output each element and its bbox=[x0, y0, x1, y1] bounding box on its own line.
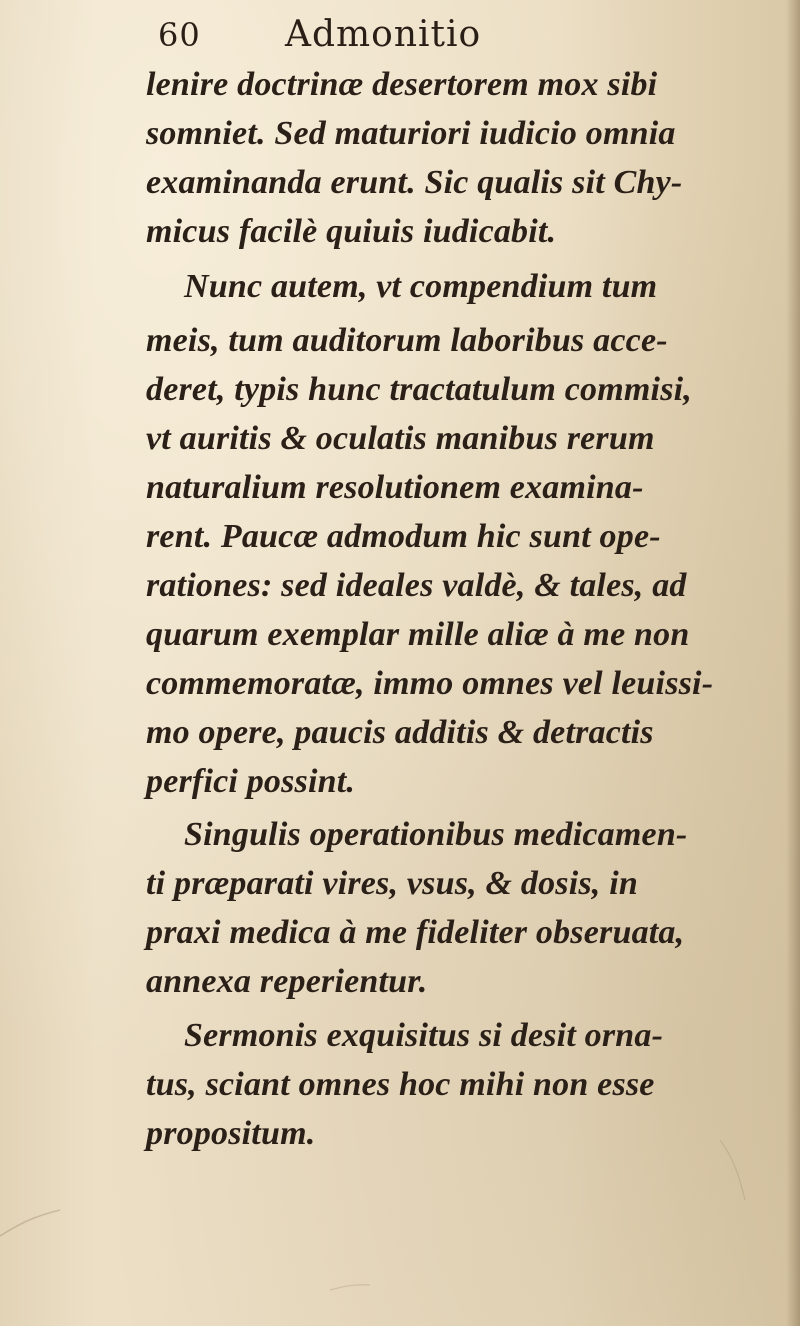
text-line: commemoratæ, immo omnes vel leuissi- bbox=[146, 665, 714, 702]
text-line: Nunc autem, vt compendium tum bbox=[184, 268, 658, 305]
text-line: somniet. Sed maturiori iudicio omnia bbox=[146, 115, 676, 152]
page-header bbox=[150, 14, 710, 60]
text-line: Singulis operationibus medicamen- bbox=[184, 816, 688, 853]
text-line: mo opere, paucis additis & detractis bbox=[146, 714, 654, 751]
text-line: ti præparati vires, vsus, & dosis, in bbox=[146, 865, 638, 902]
text-line: examinanda erunt. Sic qualis sit Chy- bbox=[146, 164, 683, 201]
text-line: propositum. bbox=[146, 1115, 316, 1152]
text-line: lenire doctrinæ desertorem mox sibi bbox=[146, 66, 658, 103]
page-edge-shadow bbox=[786, 0, 800, 1326]
text-line: vt auritis & oculatis manibus rerum bbox=[146, 420, 655, 457]
page-number: 60 bbox=[158, 16, 201, 54]
text-line: micus facilè quiuis iudicabit. bbox=[146, 213, 557, 250]
text-line: perfici possint. bbox=[146, 763, 356, 800]
running-title: Admonitio bbox=[285, 14, 482, 55]
text-line: annexa reperientur. bbox=[146, 963, 428, 1000]
text-line: naturalium resolutionem examina- bbox=[146, 469, 644, 506]
text-line: deret, typis hunc tractatulum commisi, bbox=[146, 371, 692, 408]
text-line: praxi medica à me fideliter obseruata, bbox=[146, 914, 685, 951]
text-line: quarum exemplar mille aliæ à me non bbox=[146, 616, 690, 653]
text-line: Sermonis exquisitus si desit orna- bbox=[184, 1017, 664, 1054]
text-line: meis, tum auditorum laboribus acce- bbox=[146, 322, 668, 359]
text-line: rent. Paucæ admodum hic sunt ope- bbox=[146, 518, 661, 555]
text-line: tus, sciant omnes hoc mihi non esse bbox=[146, 1066, 655, 1103]
text-line: rationes: sed ideales valdè, & tales, ad bbox=[146, 567, 687, 604]
